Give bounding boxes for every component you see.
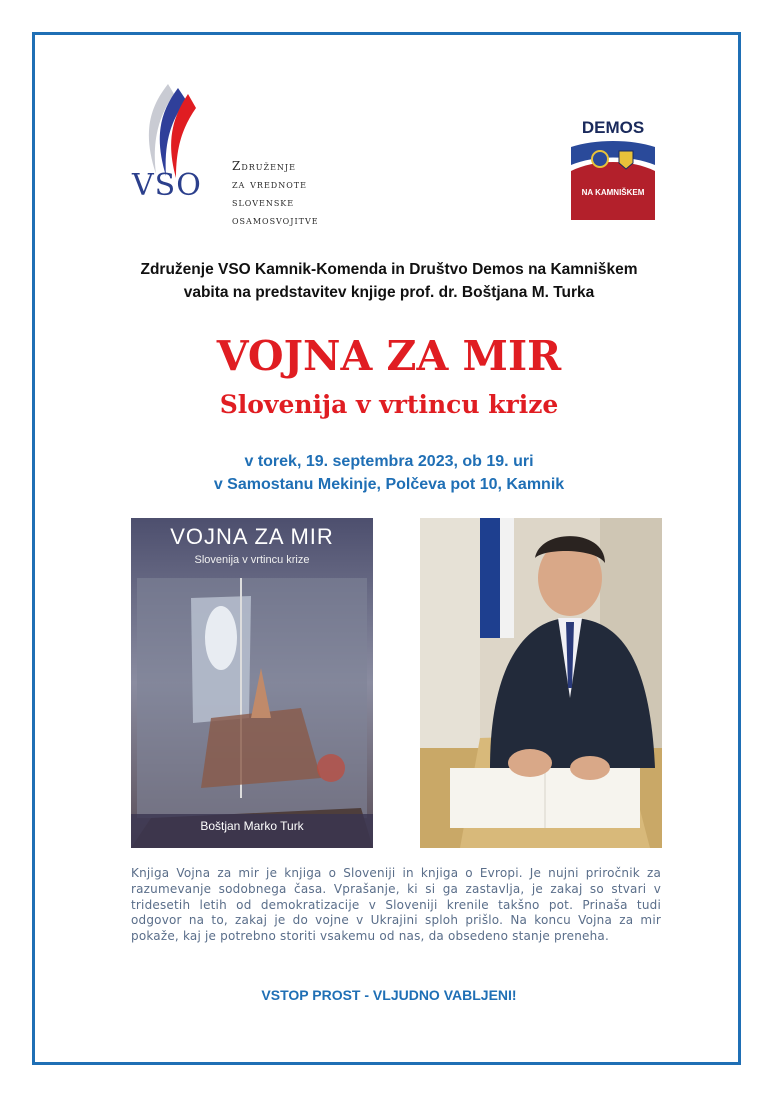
vso-desc-line: za vrednote xyxy=(232,177,307,191)
book-title: VOJNA ZA MIR xyxy=(216,332,562,380)
demos-subtitle: NA KAMNIŠKEM xyxy=(581,188,645,197)
invitation-intro xyxy=(80,258,698,304)
author-photo xyxy=(420,518,662,848)
book-subtitle: Slovenija v vrtincu krize xyxy=(219,390,559,419)
demos-logo xyxy=(571,109,655,220)
event-date: v torek, 19. septembra 2023, ob 19. uri xyxy=(244,453,534,470)
cover-author: Boštjan Marko Turk xyxy=(200,819,304,833)
event-details xyxy=(0,450,778,496)
entry-note: VSTOP PROST - VLJUDNO VABLJENI! xyxy=(261,987,517,1003)
intro-line: vabita na predstavitev knjige prof. dr. Boštjana M. Turka xyxy=(183,284,595,301)
vso-letters: VSO xyxy=(132,168,202,203)
cover-title: VOJNA ZA MIR xyxy=(170,524,334,549)
vso-description xyxy=(232,157,319,229)
vso-desc-line: Združenje xyxy=(232,159,296,173)
demos-title: DEMOS xyxy=(581,118,645,137)
vso-desc-line: slovenske xyxy=(232,195,295,209)
event-location: v Samostanu Mekinje, Polčeva pot 10, Kamnik xyxy=(213,476,565,493)
vso-desc-line: osamosvojitve xyxy=(232,213,319,227)
author-signing-photo xyxy=(420,518,662,848)
intro-line: Združenje VSO Kamnik-Komenda in Društvo Demos na Kamniškem xyxy=(140,261,638,278)
cover-subtitle: Slovenija v vrtincu krize xyxy=(194,554,310,566)
vso-flag-swoosh-icon xyxy=(130,82,210,182)
book-cover-art xyxy=(131,518,373,848)
book-cover-image xyxy=(131,518,373,848)
book-description: Knjiga Vojna za mir je knjiga o Sloveniji in knjiga o Evropi. Je nujni priročnik za razumevanje sodobnega časa. Vprašanje, ki si ga zastavlja, je zakaj so stvari v tridesetih letih od demokratizacije v Sloveniji krenile takšno pot. Prinaša tudi odgovor na to, zakaj je do vojne v Ukrajini sploh prišlo. Na koncu Vojna za mir pokaže, kaj je potrebno storiti vsakemu od nas, da obsedeno stanje preneha. xyxy=(131,866,661,944)
